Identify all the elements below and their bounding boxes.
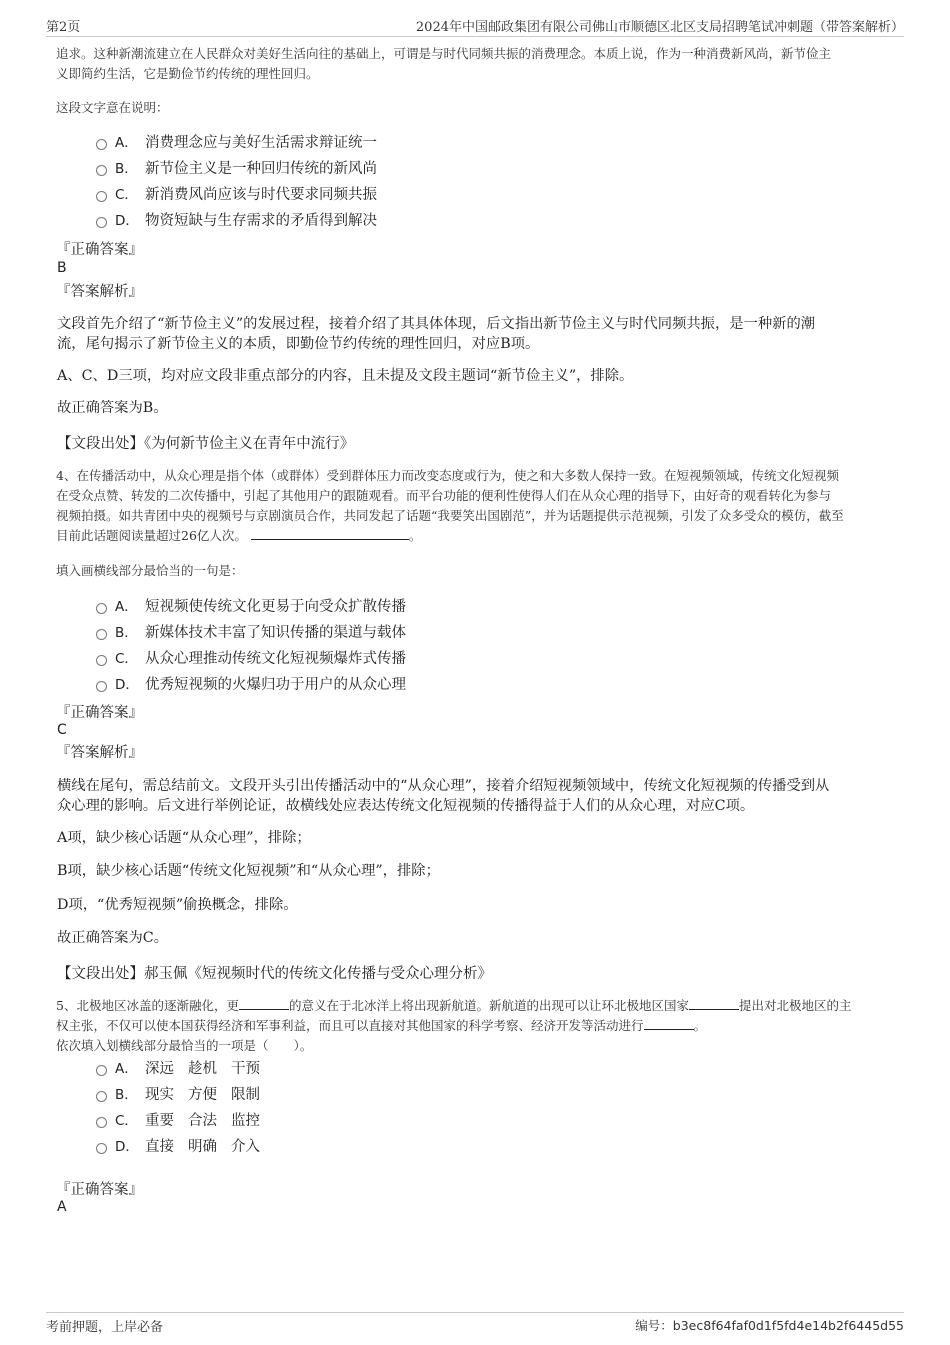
q4-analysis-label: 『答案解析』 (56, 745, 143, 761)
page-number: 第2页 (46, 20, 81, 35)
q4-analysis-line: 众心理的影响。后文进行举例论证，故横线处应表达传统文化短视频的传播得益于人们的从众心理，对应C项。 (57, 798, 755, 814)
q3-analysis-label: 『答案解析』 (56, 284, 143, 300)
fill-blank (644, 1017, 694, 1030)
q4-analysis-line: 故正确答案为C。 (57, 930, 169, 946)
q4-answer-label: 『正确答案』 (56, 705, 143, 721)
q3-answer-label: 『正确答案』 (56, 242, 143, 258)
q5-passage-line: 5、北极地区冰盖的逐渐融化，更 的意义在于北冰洋上将出现新航道。新航道的出现可以让环北极地区国家 提出对北极地区的主 (56, 998, 852, 1013)
q4-passage-line: 视频拍摄。如共青团中央的视频号与京剧演员合作，共同发起了话题“我要笑出国剧范”，并为话题提供示范视频，引发了众多受众的模仿，截至 (56, 508, 844, 523)
q4-passage (56, 466, 906, 546)
radio-icon[interactable] (96, 191, 107, 202)
q5-answer-label: 『正确答案』 (56, 1182, 143, 1198)
radio-icon[interactable] (96, 139, 107, 150)
q5-option-a[interactable]: A． 深远 趁机 干预 (96, 1058, 274, 1080)
q3-passage-line: 追求。这种新潮流建立在人民群众对美好生活向往的基础上，可谓是与时代同频共振的消费理念。本质上说，作为一种消费新风尚，新节俭主 (56, 46, 832, 61)
q4-analysis-line: B项，缺少核心话题“传统文化短视频”和“从众心理”，排除； (57, 863, 440, 879)
q3-answer: B (57, 260, 67, 276)
q5-option-c[interactable]: C． 重要 合法 监控 (96, 1110, 274, 1132)
q4-prompt: 填入画横线部分最恰当的一句是： (56, 563, 244, 578)
q4-passage-line: 在受众点赞、转发的二次传播中，引起了其他用户的跟随观看。而平台功能的便利性使得人们在从众心理的指导下，由好奇的观看转化为参与 (56, 488, 832, 503)
q3-analysis-line: A、C、D三项，均对应文段非重点部分的内容，且未提及文段主题词“新节俭主义”，排除。 (57, 368, 634, 384)
q4-option-b[interactable]: B． 新媒体技术丰富了知识传播的渠道与载体 (96, 622, 406, 644)
q4-analysis-line: D项，“优秀短视频”偷换概念，排除。 (57, 897, 298, 913)
q4-analysis-line: A项，缺少核心话题“从众心理”，排除； (57, 830, 311, 846)
q4-analysis (57, 776, 887, 816)
q3-analysis (57, 314, 887, 354)
q3-analysis-line: 故正确答案为B。 (57, 400, 168, 416)
q3-option-c[interactable]: C． 新消费风尚应该与时代要求同频共振 (96, 184, 377, 206)
radio-icon[interactable] (96, 655, 107, 666)
fill-blank (689, 997, 739, 1010)
document-title: 2024年中国邮政集团有限公司佛山市顺德区北区支局招聘笔试冲刺题（带答案解析） (415, 20, 904, 35)
q5-answer: A (57, 1199, 67, 1215)
q5-passage-line: 权主张，不仅可以使本国获得经济和军事利益，而且可以直接对其他国家的科学考察、经济开发等活动进行 。 (56, 1018, 707, 1033)
q3-analysis-line: 流，尾句揭示了新节俭主义的本质，即勤俭节约传统的理性回归，对应B项。 (57, 336, 540, 352)
q4-option-a[interactable]: A． 短视频使传统文化更易于向受众扩散传播 (96, 596, 406, 618)
q3-option-a[interactable]: A． 消费理念应与美好生活需求辩证统一 (96, 132, 377, 154)
q3-passage-line: 义即简约生活，它是勤俭节约传统的理性回归。 (56, 66, 319, 81)
radio-icon[interactable] (96, 1143, 107, 1154)
radio-icon[interactable] (96, 217, 107, 228)
q5-passage-line: 依次填入划横线部分最恰当的一项是（ ）。 (56, 1038, 313, 1053)
q3-analysis-line: 文段首先介绍了“新节俭主义”的发展过程，接着介绍了其具体体现，后文指出新节俭主义与时代同频共振，是一种新的潮 (57, 316, 816, 332)
q5-passage (56, 996, 906, 1056)
page-footer (46, 1312, 904, 1337)
q3-passage (56, 44, 906, 84)
q4-passage-line: 目前此话题阅读量超过26亿人次。 。 (56, 528, 422, 543)
page-header (46, 14, 904, 37)
fill-blank (239, 997, 289, 1010)
radio-icon[interactable] (96, 603, 107, 614)
radio-icon[interactable] (96, 1091, 107, 1102)
footer-slogan: 考前押题，上岸必备 (46, 1320, 164, 1335)
q4-option-c[interactable]: C． 从众心理推动传统文化短视频爆炸式传播 (96, 648, 406, 670)
radio-icon[interactable] (96, 1065, 107, 1076)
q3-prompt: 这段文字意在说明： (56, 100, 169, 115)
fill-blank (251, 527, 409, 540)
q5-option-b[interactable]: B． 现实 方便 限制 (96, 1084, 274, 1106)
q4-source: 【文段出处】郝玉佩《短视频时代的传统文化传播与受众心理分析》 (57, 966, 492, 982)
q3-source: 【文段出处】《为何新节俭主义在青年中流行》 (57, 436, 355, 452)
q3-option-b[interactable]: B． 新节俭主义是一种回归传统的新风尚 (96, 158, 377, 180)
radio-icon[interactable] (96, 681, 107, 692)
q4-passage-line: 4、在传播活动中，从众心理是指个体（或群体）受到群体压力而改变态度或行为，使之和大多数人保持一致。在短视频领域，传统文化短视频 (56, 468, 839, 483)
radio-icon[interactable] (96, 165, 107, 176)
q4-option-d[interactable]: D． 优秀短视频的火爆归功于用户的从众心理 (96, 674, 406, 696)
radio-icon[interactable] (96, 629, 107, 640)
radio-icon[interactable] (96, 1117, 107, 1128)
q4-answer: C (57, 722, 67, 738)
q5-option-d[interactable]: D． 直接 明确 介入 (96, 1136, 274, 1158)
q3-option-d[interactable]: D． 物资短缺与生存需求的矛盾得到解决 (96, 210, 377, 232)
document-id: 编号：b3ec8f64faf0d1f5fd4e14b2f6445d55 (635, 1318, 904, 1333)
q4-analysis-line: 横线在尾句，需总结前文。文段开头引出传播活动中的“从众心理”，接着介绍短视频领域中，传统文化短视频的传播受到从 (57, 778, 830, 794)
